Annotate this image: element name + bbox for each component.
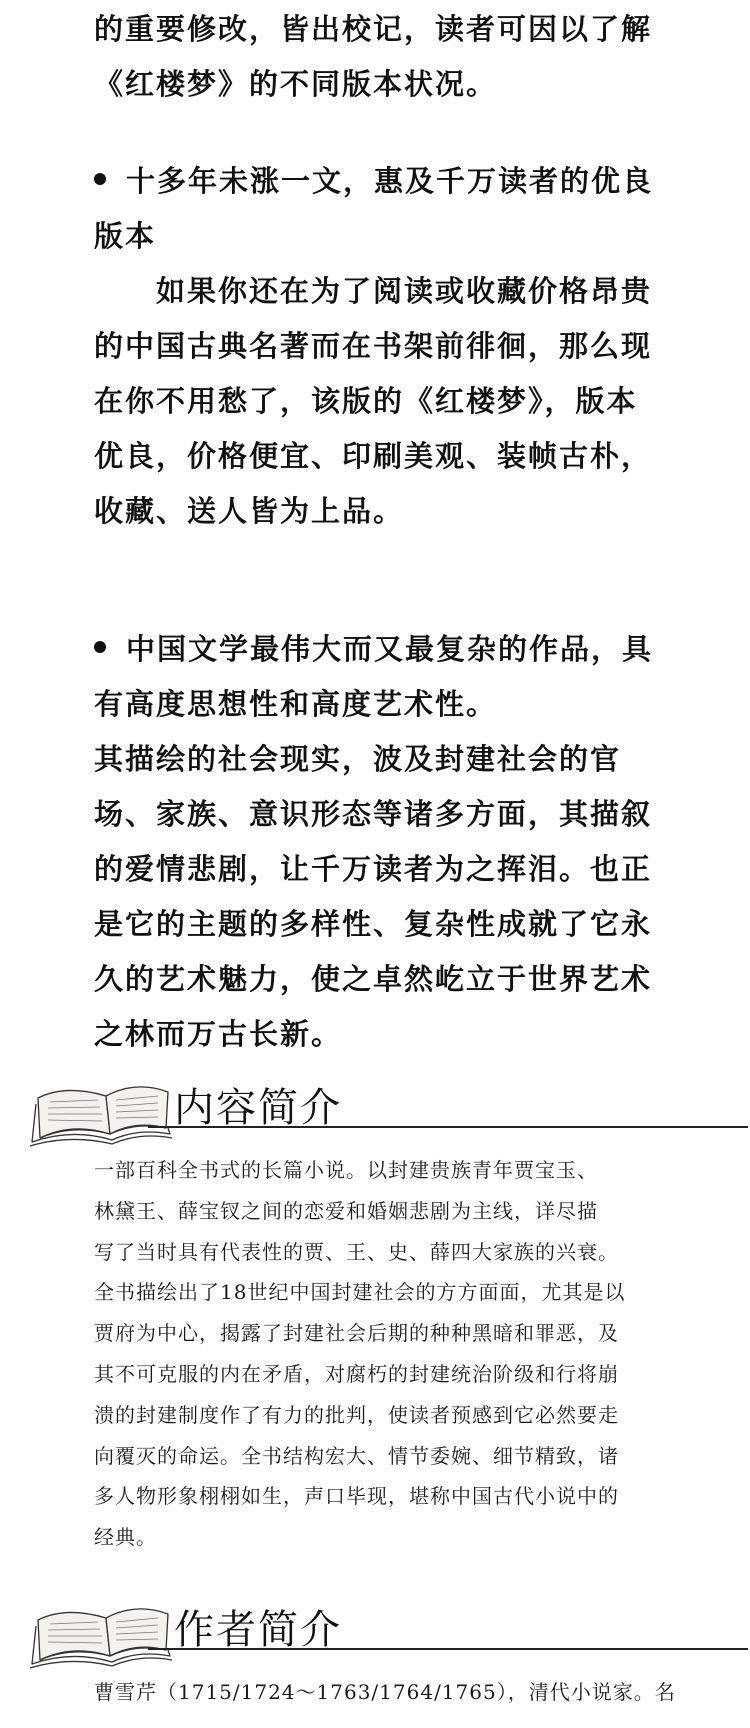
text-line: 场、家族、意识形态等诸多方面，其描叙	[94, 797, 653, 831]
text-line: 曹雪芹（1715/1724～1763/1764/1765），清代小说家。名	[94, 1680, 676, 1704]
section-title: 作者简介	[174, 1607, 342, 1653]
text-line: 优良，价格便宜、印刷美观、装帧古朴，	[94, 439, 653, 473]
summary-section-header	[18, 1068, 748, 1148]
summary-paragraph	[94, 1150, 694, 1558]
text-line: 一部百科全书式的长篇小说。以封建贵族青年贾宝玉、	[94, 1158, 598, 1182]
bullet-icon	[94, 641, 106, 653]
text-line: 之林而万古长新。	[94, 1017, 343, 1051]
text-line: 向覆灭的命运。全书结构宏大、情节委婉、细节精致，诸	[94, 1443, 619, 1468]
text-line: 久的艺术魅力，使之卓然屹立于世界艺术	[94, 962, 653, 996]
text-line: 其不可克服的内在矛盾，对腐朽的封建统治阶级和行将崩	[94, 1361, 619, 1386]
heading-line: 版本	[94, 219, 157, 253]
text-line: 经典。	[94, 1525, 157, 1550]
text-line: 在你不用愁了，该版的《红楼梦》，版本	[94, 384, 638, 418]
text-line: 全书描绘出了18世纪中国封建社会的方方面面，尤其是以	[94, 1280, 626, 1305]
heading-line: 中国文学最伟大而又最复杂的作品，具	[126, 632, 654, 666]
text-line: 贾府为中心，揭露了封建社会后期的种种黑暗和罪恶，及	[94, 1321, 619, 1346]
text-line: 林黛王、薛宝钗之间的恋爱和婚姻悲剧为主线，详尽描	[94, 1198, 598, 1223]
text-line: 其描绘的社会现实，波及封建社会的官	[94, 742, 622, 776]
text-line: 溃的封建制度作了有力的批判，使读者预感到它必然要走	[94, 1402, 619, 1427]
open-book-icon	[18, 1590, 178, 1670]
heading-line: 有高度思想性和高度艺术性。	[94, 687, 498, 721]
feature-heading	[94, 154, 694, 209]
intro-paragraph	[94, 2, 694, 112]
feature-heading	[94, 622, 694, 677]
feature-block-1	[94, 154, 694, 539]
text-line: 写了当时具有代表性的贾、王、史、薛四大家族的兴衰。	[94, 1239, 619, 1264]
section-divider	[148, 1648, 748, 1650]
section-divider	[148, 1126, 748, 1128]
text-line: 《红楼梦》的不同版本状况。	[94, 67, 498, 101]
bullet-icon	[94, 173, 106, 185]
feature-block-2	[94, 622, 694, 1062]
text-line: 收藏、送人皆为上品。	[94, 494, 405, 528]
text-line: 的爱情悲剧，让千万读者为之挥泪。也正	[94, 852, 653, 886]
heading-line: 十多年未涨一文，惠及千万读者的优良	[126, 164, 654, 198]
text-line: 的中国古典名著而在书架前徘徊，那么现	[94, 329, 653, 363]
text-line: 的重要修改，皆出校记，读者可因以了解	[94, 12, 653, 46]
author-paragraph	[94, 1672, 694, 1713]
text-line: 多人物形象栩栩如生，声口毕现，堪称中国古代小说中的	[94, 1484, 619, 1509]
open-book-icon	[18, 1068, 178, 1148]
author-section-header	[18, 1590, 748, 1670]
section-title: 内容简介	[174, 1085, 342, 1131]
text-line: 如果你还在为了阅读或收藏价格昂贵	[94, 274, 653, 308]
text-line: 是它的主题的多样性、复杂性成就了它永	[94, 907, 653, 941]
